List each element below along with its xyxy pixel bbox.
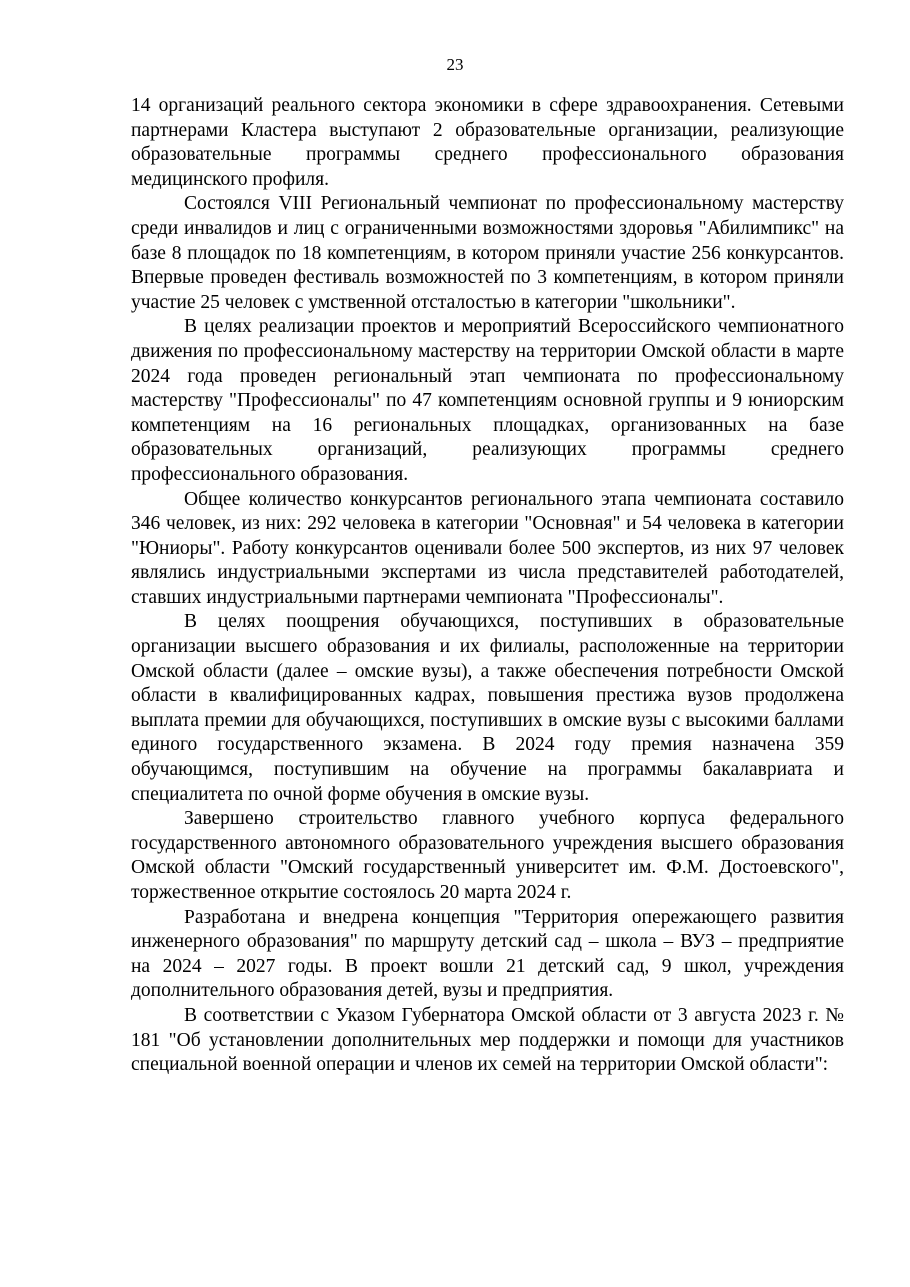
page-number: 23 bbox=[446, 55, 464, 74]
paragraph-engineering-concept: Разработана и внедрена концепция "Территория опережающего развития инженерного образования" по маршруту детский сад – школа – ВУЗ – предприятие на 2024 – 2027 годы. В проект вошли 21 детский сад, 9 школ, учреждения дополнительного образования детей, вузы и предприятия. bbox=[131, 906, 844, 1002]
paragraph-abilympics: Состоялся VIII Региональный чемпионат по профессиональному мастерству среди инвалидов и лиц с ограниченными возможностями здоровья "Абилимпикс" на базе 8 площадок по 18 компетенциям, в котором приняли участие 256 конкурсантов. Впервые проведен фестиваль возможностей по 3 компетенциям, в котором приняли участие 25 человек с умственной отсталостью в категории "школьники". bbox=[131, 193, 844, 313]
paragraph-healthcare-cluster: 14 организаций реального сектора экономики в сфере здравоохранения. Сетевыми партнерами Кластера выступают 2 образовательные организации, реализующие образовательные программы среднего профессионального образования медицинского профиля. bbox=[131, 95, 844, 190]
paragraph-professionals-championship: В целях реализации проектов и мероприятий Всероссийского чемпионатного движения по профессиональному мастерству на территории Омской области в марте 2024 года проведен региональный этап чемпионата по профессиональному мастерству "Профессионалы" по 47 компетенциям основной группы и 9 юниорским компетенциям на 16 региональных площадках, организованных на базе образовательных организаций, реализующих программы среднего профессионального образования. bbox=[131, 316, 844, 485]
document-body bbox=[131, 94, 844, 1078]
paragraph-university-building: Завершено строительство главного учебного корпуса федерального государственного автономного образовательного учреждения высшего образования Омской области "Омский государственный университет им. Ф.М. Достоевского", торжественное открытие состоялось 20 марта 2024 г. bbox=[131, 808, 844, 903]
paragraph-contestants-count: Общее количество конкурсантов регионального этапа чемпионата составило 346 человек, из них: 292 человека в категории "Основная" и 54 человека в категории "Юниоры". Работу конкурсантов оценивали более 500 экспертов, из них 97 человек являлись индустриальными экспертами из числа представителей работодателей, ставших индустриальными партнерами чемпионата "Профессионалы". bbox=[131, 488, 844, 608]
paragraph-university-bonus: В целях поощрения обучающихся, поступивших в образовательные организации высшего образования и их филиалы, расположенные на территории Омской области (далее – омские вузы), а также обеспечения потребности Омской области в квалифицированных кадрах, повышения престижа вузов продолжена выплата премии для обучающихся, поступивших в омские вузы с высокими баллами единого государственного экзамена. В 2024 году премия назначена 359 обучающимся, поступившим на обучение на программы бакалавриата и специалитета по очной форме обучения в омские вузы. bbox=[131, 611, 844, 805]
paragraph-governor-decree: В соответствии с Указом Губернатора Омской области от 3 августа 2023 г. № 181 "Об установлении дополнительных мер поддержки и помощи для участников специальной военной операции и членов их семей на территории Омской области": bbox=[131, 1004, 844, 1076]
